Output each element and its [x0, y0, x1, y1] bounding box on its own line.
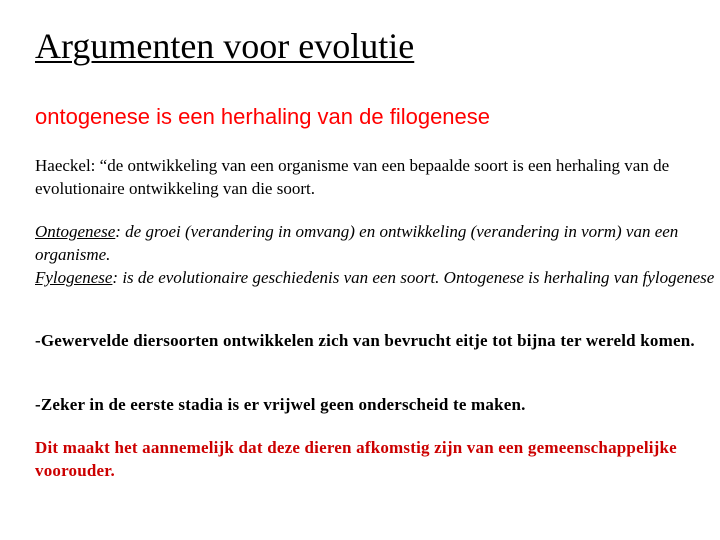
point-eerste-stadia: -Zeker in de eerste stadia is er vrijwel geen onderscheid te maken. — [35, 395, 526, 414]
conclusion-text: Dit maakt het aannemelijk dat deze dieren afkomstig zijn van een gemeenschappelijke voorouder. — [35, 438, 677, 480]
definitions — [35, 220, 715, 289]
slide-subtitle: ontogenese is een herhaling van de filogenese — [35, 104, 491, 129]
ontogenese-term: Ontogenese — [35, 222, 116, 241]
point-gewervelde: -Gewervelde diersoorten ontwikkelen zich van bevrucht eitje tot bijna ter wereld komen. — [35, 331, 695, 350]
slide-title: Argumenten voor evolutie — [35, 26, 415, 66]
fylogenese-term: Fylogenese — [35, 268, 113, 287]
ontogenese-definition: : de groei (verandering in omvang) en ontwikkeling (verandering in vorm) van een organisme. — [35, 222, 679, 264]
haeckel-quote: Haeckel: “de ontwikkeling van een organisme van een bepaalde soort is een herhaling van de evolutionaire ontwikkeling van die soort. — [35, 156, 670, 198]
fylogenese-definition: : is de evolutionaire geschiedenis van een soort. Ontogenese is herhaling van fylogenese — [112, 268, 715, 287]
